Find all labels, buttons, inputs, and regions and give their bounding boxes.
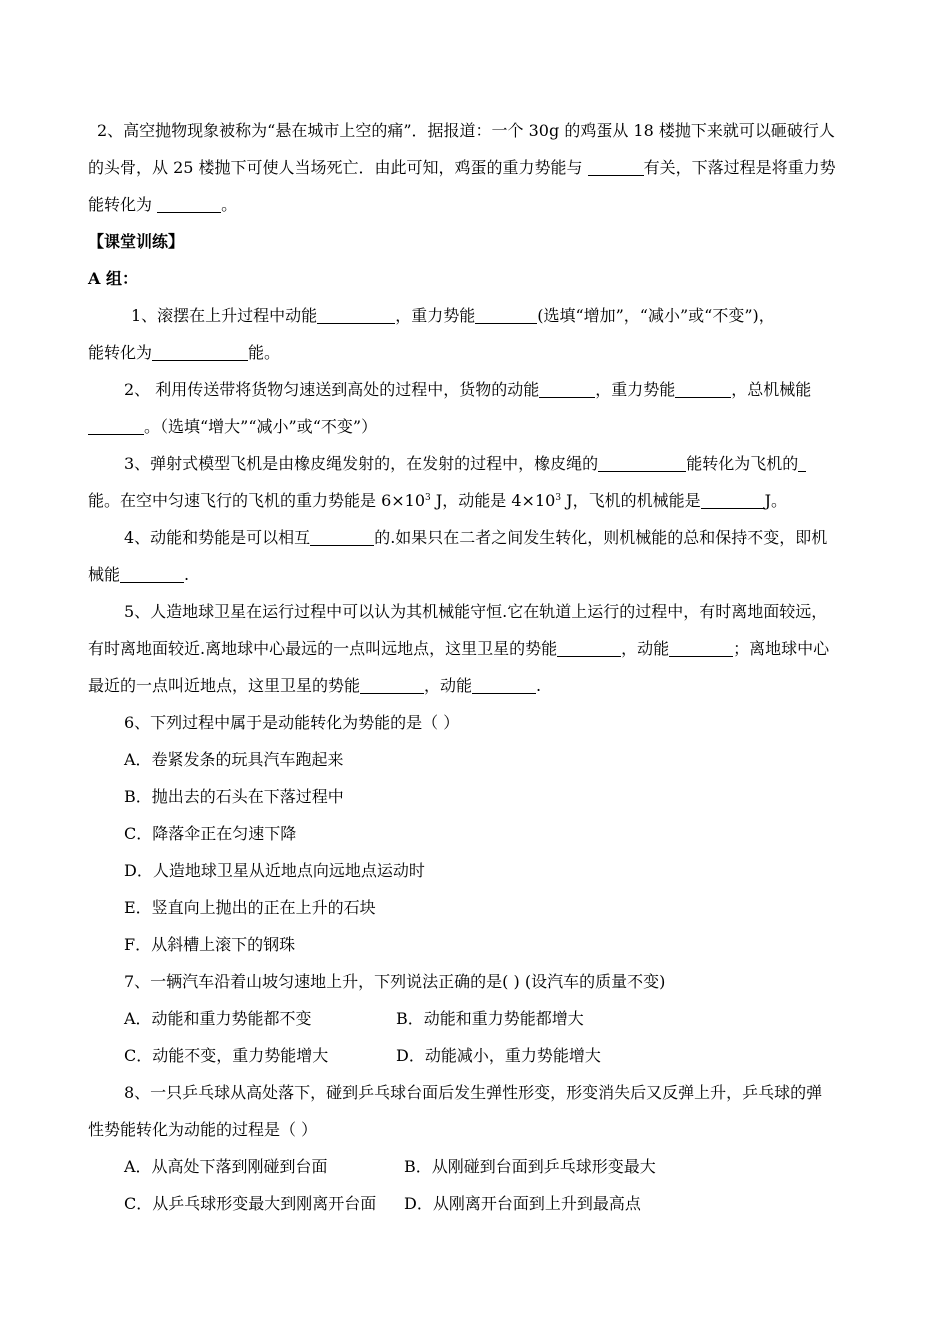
answer-blank[interactable] <box>472 677 536 694</box>
q2-intro-line3: 能转化为 。 <box>88 195 238 214</box>
q8-option-c[interactable]: C．从乒乓球形变最大到刚离开台面 <box>124 1194 377 1213</box>
q7-option-d[interactable]: D．动能减小，重力势能增大 <box>396 1046 601 1065</box>
q7-option-b[interactable]: B．动能和重力势能都增大 <box>396 1009 584 1028</box>
q8-option-b[interactable]: B．从刚碰到台面到乒乓球形变最大 <box>404 1157 656 1176</box>
q7-option-c[interactable]: C．动能不变，重力势能增大 <box>124 1046 329 1065</box>
q6-stem: 6、下列过程中属于是动能转化为势能的是（ ） <box>124 713 460 732</box>
q7-stem: 7、一辆汽车沿着山坡匀速地上升，下列说法正确的是( ) (设汽车的质量不变) <box>124 972 666 991</box>
answer-blank[interactable] <box>588 159 644 176</box>
answer-blank[interactable] <box>557 640 621 657</box>
answer-blank[interactable] <box>539 381 595 398</box>
group-a-label: A 组： <box>88 269 138 288</box>
q1-line2: 能转化为 能。 <box>88 343 281 362</box>
q2-intro-line2: 的头骨，从 25 楼抛下可使人当场死亡．由此可知，鸡蛋的重力势能与 有关，下落过程是将重力势 <box>88 158 836 177</box>
answer-blank[interactable] <box>310 529 374 546</box>
answer-blank[interactable] <box>675 381 731 398</box>
q2-line1: 2、 利用传送带将货物匀速送到高处的过程中，货物的动能 ，重力势能 ，总机械能 <box>124 380 812 399</box>
section-title: 【课堂训练】 <box>88 232 185 251</box>
answer-blank[interactable] <box>475 307 537 324</box>
answer-blank[interactable] <box>120 566 184 583</box>
q6-option-d[interactable]: D．人造地球卫星从近地点向远地点运动时 <box>124 861 425 880</box>
q8-line1: 8、一只乒乓球从高处落下，碰到乒乓球台面后发生弹性形变，形变消失后又反弹上升，乒乓球的弹 <box>124 1083 823 1102</box>
q3-line2: 能。在空中匀速飞行的飞机的重力势能是 $6\times 10^3$ J，动能是 $4\times 10^3$ J，飞机的机械能是 J。 <box>88 491 787 510</box>
q2-line2: 。（选填“增大”“减小”或“不变”） <box>88 416 377 438</box>
answer-blank[interactable] <box>152 344 248 361</box>
q6-option-c[interactable]: C．降落伞正在匀速下降 <box>124 824 297 843</box>
q4-line1: 4、动能和势能是可以相互 的.如果只在二者之间发生转化，则机械能的总和保持不变，即机 <box>124 528 828 547</box>
answer-blank[interactable] <box>360 677 424 694</box>
q4-line2: 械能 . <box>88 565 190 584</box>
answer-blank[interactable] <box>88 418 144 435</box>
q5-line2: 有时离地面较近.离地球中心最远的一点叫远地点，这里卫星的势能 ，动能 ；离地球中心 <box>88 639 830 658</box>
answer-blank[interactable] <box>157 196 221 213</box>
q6-option-f[interactable]: F．从斜槽上滚下的钢珠 <box>124 935 296 954</box>
answer-blank[interactable] <box>317 307 395 324</box>
q1-line1: 1、滚摆在上升过程中动能 ，重力势能 (选填“增加”，“减小”或“不变”)， <box>131 306 775 325</box>
q8-option-d[interactable]: D．从刚离开台面到上升到最高点 <box>404 1194 641 1213</box>
q3-line1: 3、弹射式模型飞机是由橡皮绳发射的，在发射的过程中，橡皮绳的 能转化为飞机的 <box>124 453 806 475</box>
q6-option-e[interactable]: E．竖直向上抛出的正在上升的石块 <box>124 898 376 917</box>
q5-line3: 最近的一点叫近地点，这里卫星的势能 ，动能 . <box>88 676 542 695</box>
q7-option-a[interactable]: A．动能和重力势能都不变 <box>124 1009 312 1028</box>
q2-intro-line1: 2、高空抛物现象被称为“悬在城市上空的痛”．据报道：一个 30g 的鸡蛋从 18 楼抛下来就可以砸破行人 <box>97 121 835 140</box>
answer-blank[interactable] <box>598 455 686 472</box>
q8-option-a[interactable]: A．从高处下落到刚碰到台面 <box>124 1157 328 1176</box>
answer-blank[interactable] <box>669 640 733 657</box>
q8-line2: 性势能转化为动能的过程是（ ） <box>88 1120 318 1139</box>
q5-line1: 5、人造地球卫星在运行过程中可以认为其机械能守恒.它在轨道上运行的过程中，有时离地面较远， <box>124 602 828 621</box>
q6-option-b[interactable]: B．抛出去的石头在下落过程中 <box>124 787 344 806</box>
q6-option-a[interactable]: A．卷紧发条的玩具汽车跑起来 <box>124 750 344 769</box>
answer-blank[interactable] <box>701 492 765 509</box>
answer-blank[interactable] <box>798 455 806 472</box>
